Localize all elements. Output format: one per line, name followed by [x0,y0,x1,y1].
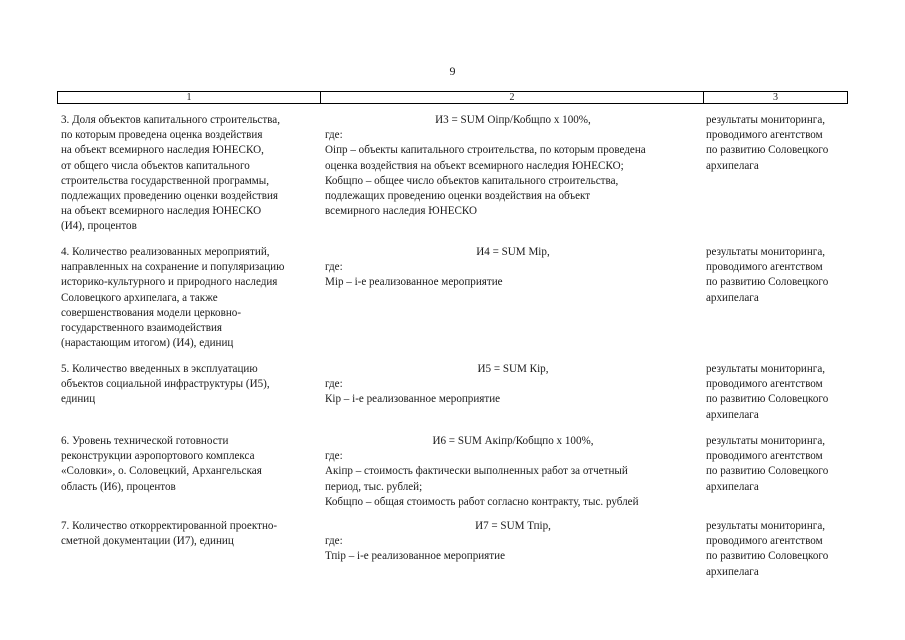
text-line: Кобщпо – общее число объектов капитального строительства, [325,174,619,187]
column-header-1: 1 [58,92,321,103]
text-line: подлежащих проведению оценки воздействия на объект [325,190,591,203]
formula-cell [325,113,701,219]
indicator-name-cell [61,113,280,235]
text-line: Кобщпо – общая стоимость работ согласно контракту, тыс. рублей [325,495,639,508]
data-source-cell [706,245,828,306]
text-line: по которым проведена оценка воздействия [61,129,263,142]
formula-cell [325,434,701,510]
text-line: оценка воздействия на объект всемирного наследия ЮНЕСКО; [325,159,624,172]
text-line: где: [325,261,343,274]
indicator-name-cell [61,245,284,351]
indicator-name-cell [61,362,270,408]
data-source-cell [706,113,828,174]
text-line: государственного взаимодействия [61,322,223,335]
formula: И4 = SUM Мiр, [476,246,550,258]
formula: И6 = SUM Акiпр/Кобщпо х 100%, [432,435,594,447]
text-line: реконструкции аэропортового комплекса [61,450,255,463]
column-header-2: 2 [321,92,704,103]
text-line: 6. Уровень технической готовности [61,435,229,447]
text-line: где: [325,378,343,391]
text-line: проводимого агентством [706,378,823,391]
text-line: по развитию Соловецкого [706,144,829,157]
data-source-cell [706,362,828,423]
column-header-3: 3 [773,92,778,103]
text-line: результаты мониторинга, [706,246,826,258]
text-line: где: [325,450,343,463]
formula-cell [325,519,701,565]
text-line: (И4), процентов [61,220,137,233]
indicator-name-cell [61,519,277,549]
text-line: от общего числа объектов капитального [61,159,250,172]
text-line: единиц [61,393,96,406]
formula: И5 = SUM Кiр, [477,363,549,375]
text-line: на объект всемирного наследия ЮНЕСКО [61,205,262,218]
text-line: период, тыс. рублей; [325,480,423,493]
text-line: где: [325,535,343,548]
text-line: результаты мониторинга, [706,520,826,532]
text-line: Соловецкого архипелага, а также [61,291,218,304]
formula: И7 = SUM Тпiр, [475,520,551,532]
formula-cell [325,362,701,408]
text-line: 4. Количество реализованных мероприятий, [61,246,270,258]
text-line: «Соловки», о. Соловецкий, Архангельская [61,465,262,478]
text-line: по развитию Соловецкого [706,550,829,563]
text-line: Оiпр – объекты капитального строительства, по которым проведена [325,144,646,157]
text-line: объектов социальной инфраструктуры (И5), [61,378,270,391]
text-line: результаты мониторинга, [706,363,826,375]
formula: И3 = SUM Оiпр/Кобщпо х 100%, [435,114,591,126]
text-line: проводимого агентством [706,129,823,142]
indicator-name-cell [61,434,262,495]
text-line: архипелага [706,565,759,578]
text-line: историко-культурного и природного наследия [61,276,278,289]
text-line: 3. Доля объектов капитального строительства, [61,114,280,126]
text-line: всемирного наследия ЮНЕСКО [325,205,478,218]
text-line: проводимого агентством [706,535,823,548]
data-source-cell [706,519,828,580]
text-line: по развитию Соловецкого [706,276,829,289]
formula-cell [325,245,701,291]
text-line: проводимого агентством [706,450,823,463]
page-number: 9 [449,64,456,78]
text-line: по развитию Соловецкого [706,465,829,478]
data-source-cell [706,434,828,495]
text-line: совершенствования модели церковно- [61,306,242,319]
text-line: проводимого агентством [706,261,823,274]
text-line: Кiр – i-е реализованное мероприятие [325,393,501,406]
text-line: 7. Количество откорректированной проектно- [61,520,278,532]
text-line: где: [325,129,343,142]
text-line: направленных на сохранение и популяризацию [61,261,285,274]
text-line: подлежащих проведению оценки воздействия [61,190,279,203]
text-line: архипелага [706,159,759,172]
text-line: (нарастающим итогом) (И4), единиц [61,337,234,350]
text-line: результаты мониторинга, [706,114,826,126]
text-line: строительства государственной программы, [61,174,270,187]
text-line: архипелага [706,408,759,421]
text-line: 5. Количество введенных в эксплуатацию [61,363,258,375]
text-line: на объект всемирного наследия ЮНЕСКО, [61,144,264,157]
text-line: Мiр – i-е реализованное мероприятие [325,276,503,289]
text-line: сметной документации (И7), единиц [61,535,234,548]
text-line: архипелага [706,291,759,304]
table-column-header-row [57,91,848,104]
text-line: Акiпр – стоимость фактически выполненных работ за отчетный [325,465,628,478]
text-line: область (И6), процентов [61,480,176,493]
text-line: Тпiр – i-е реализованное мероприятие [325,550,505,563]
text-line: результаты мониторинга, [706,435,826,447]
text-line: архипелага [706,480,759,493]
text-line: по развитию Соловецкого [706,393,829,406]
